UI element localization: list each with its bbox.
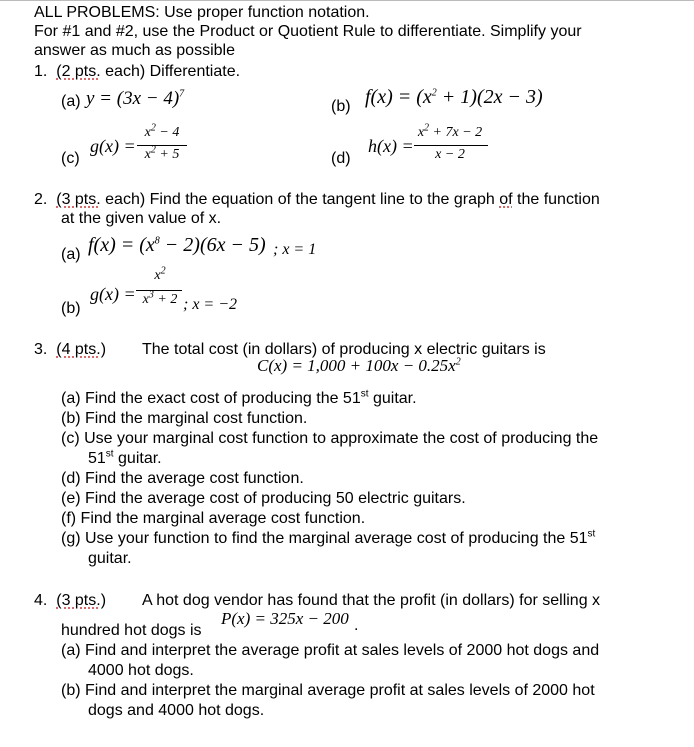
p2-b-denominator: $x^3 + 2$ bbox=[142, 289, 178, 307]
problem-2-number: 2. bbox=[34, 191, 48, 208]
p4-item-a-cont: 4000 hot dogs. bbox=[88, 662, 194, 679]
p1-d-denominator: x − 2 bbox=[435, 147, 465, 162]
problem-4-heading: 4. (3 pts.) bbox=[34, 592, 107, 609]
p2-b-fraction-bar bbox=[136, 290, 182, 291]
problem-2-heading: 2. (3 pts. each) Find the equation of the tangent line to the graph of the function bbox=[34, 191, 600, 208]
p3-item-e: (e) Find the average cost of producing 50 electric guitars. bbox=[61, 490, 466, 507]
p3-item-a: (a) Find the exact cost of producing the 51st guitar. bbox=[61, 388, 417, 407]
p3-item-g-cont: guitar. bbox=[88, 550, 132, 567]
p1-b-expression: $f(x) = (x^2 + 1)(2x - 3)$ bbox=[365, 86, 543, 108]
p4-profit-function: P(x) = 325x − 200 bbox=[221, 609, 349, 628]
p3-item-b: (b) Find the marginal cost function. bbox=[61, 410, 308, 427]
problem-3-heading: 3. (4 pts.) bbox=[34, 341, 107, 358]
problem-3-intro: The total cost (in dollars) of producing x electric guitars is bbox=[142, 341, 546, 358]
p4-item-b: (b) Find and interpret the marginal average profit at sales levels of 2000 hot bbox=[61, 682, 595, 699]
p1-d-label: (d) bbox=[331, 150, 351, 167]
p4-item-a: (a) Find and interpret the average profit at sales levels of 2000 hot dogs and bbox=[61, 642, 600, 659]
p3-item-g: (g) Use your function to find the marginal average cost of producing the 51st bbox=[61, 528, 596, 547]
p1-c-lhs: g(x) = bbox=[90, 136, 136, 156]
p4-period: . bbox=[354, 617, 359, 634]
p2-a-label: (a) bbox=[61, 246, 81, 263]
p1-b-label: (b) bbox=[331, 98, 351, 115]
problem-2-line-2: at the given value of x. bbox=[61, 210, 222, 227]
problem-1-points: (2 pts. bbox=[56, 63, 101, 80]
p2-b-numerator: $x^2$ bbox=[154, 265, 166, 283]
p1-c-fraction-bar bbox=[137, 145, 187, 146]
header-line-3: answer as much as possible bbox=[34, 42, 235, 59]
p1-d-numerator: $x^2 + 7x - 2$ bbox=[417, 122, 483, 140]
problem-1-heading bbox=[34, 63, 240, 81]
p3-item-c-cont: 51st guitar. bbox=[88, 448, 162, 467]
problem-3-points: (4 pts. bbox=[56, 341, 101, 358]
problem-4-intro: A hot dog vendor has found that the profit (in dollars) for selling x bbox=[142, 592, 601, 609]
p3-item-f: (f) Find the marginal average cost function. bbox=[61, 510, 366, 527]
header-line-1: ALL PROBLEMS: Use proper function notation. bbox=[34, 4, 370, 21]
p1-a-label: (a) bbox=[61, 93, 81, 110]
p1-c-numerator: $x^2 - 4$ bbox=[144, 122, 180, 140]
p2-a-point: ; x = 1 bbox=[273, 241, 317, 258]
problem-1-instruction: each) Differentiate. bbox=[100, 63, 241, 80]
p1-a-expression: $y = (3x - 4)^7$ bbox=[86, 88, 185, 109]
p3-cost-function: $C(x) = 1,000 + 100x - 0.25x^2$ bbox=[257, 356, 461, 375]
p3-item-c: (c) Use your marginal cost function to approximate the cost of producing the bbox=[61, 430, 599, 447]
p1-d-fraction-bar bbox=[414, 145, 488, 146]
p2-b-label: (b) bbox=[61, 300, 81, 317]
header-line-2: For #1 and #2, use the Product or Quotient Rule to differentiate. Simplify your bbox=[34, 23, 582, 40]
p2-b-point: ; x = −2 bbox=[183, 296, 238, 313]
problem-3-number: 3. bbox=[34, 341, 48, 358]
p2-a-expression: $f(x) = (x^8 - 2)(6x - 5)$ bbox=[88, 234, 266, 256]
problem-4-number: 4. bbox=[34, 592, 48, 609]
problem-4-points: (3 pts. bbox=[56, 592, 101, 609]
p1-d-lhs: h(x) = bbox=[368, 136, 414, 156]
p3-item-d: (d) Find the average cost function. bbox=[61, 470, 304, 487]
p1-c-label: (c) bbox=[61, 150, 80, 167]
problem-4-line-2: hundred hot dogs is bbox=[61, 622, 202, 639]
top-border bbox=[0, 0, 694, 1]
p2-b-lhs: g(x) = bbox=[90, 284, 136, 304]
p4-item-b-cont: dogs and 4000 hot dogs. bbox=[88, 702, 265, 719]
p1-c-denominator: $x^2 + 5$ bbox=[144, 144, 180, 162]
problem-1-number: 1. bbox=[34, 63, 48, 80]
problem-2-points: (3 pts. bbox=[56, 191, 101, 208]
